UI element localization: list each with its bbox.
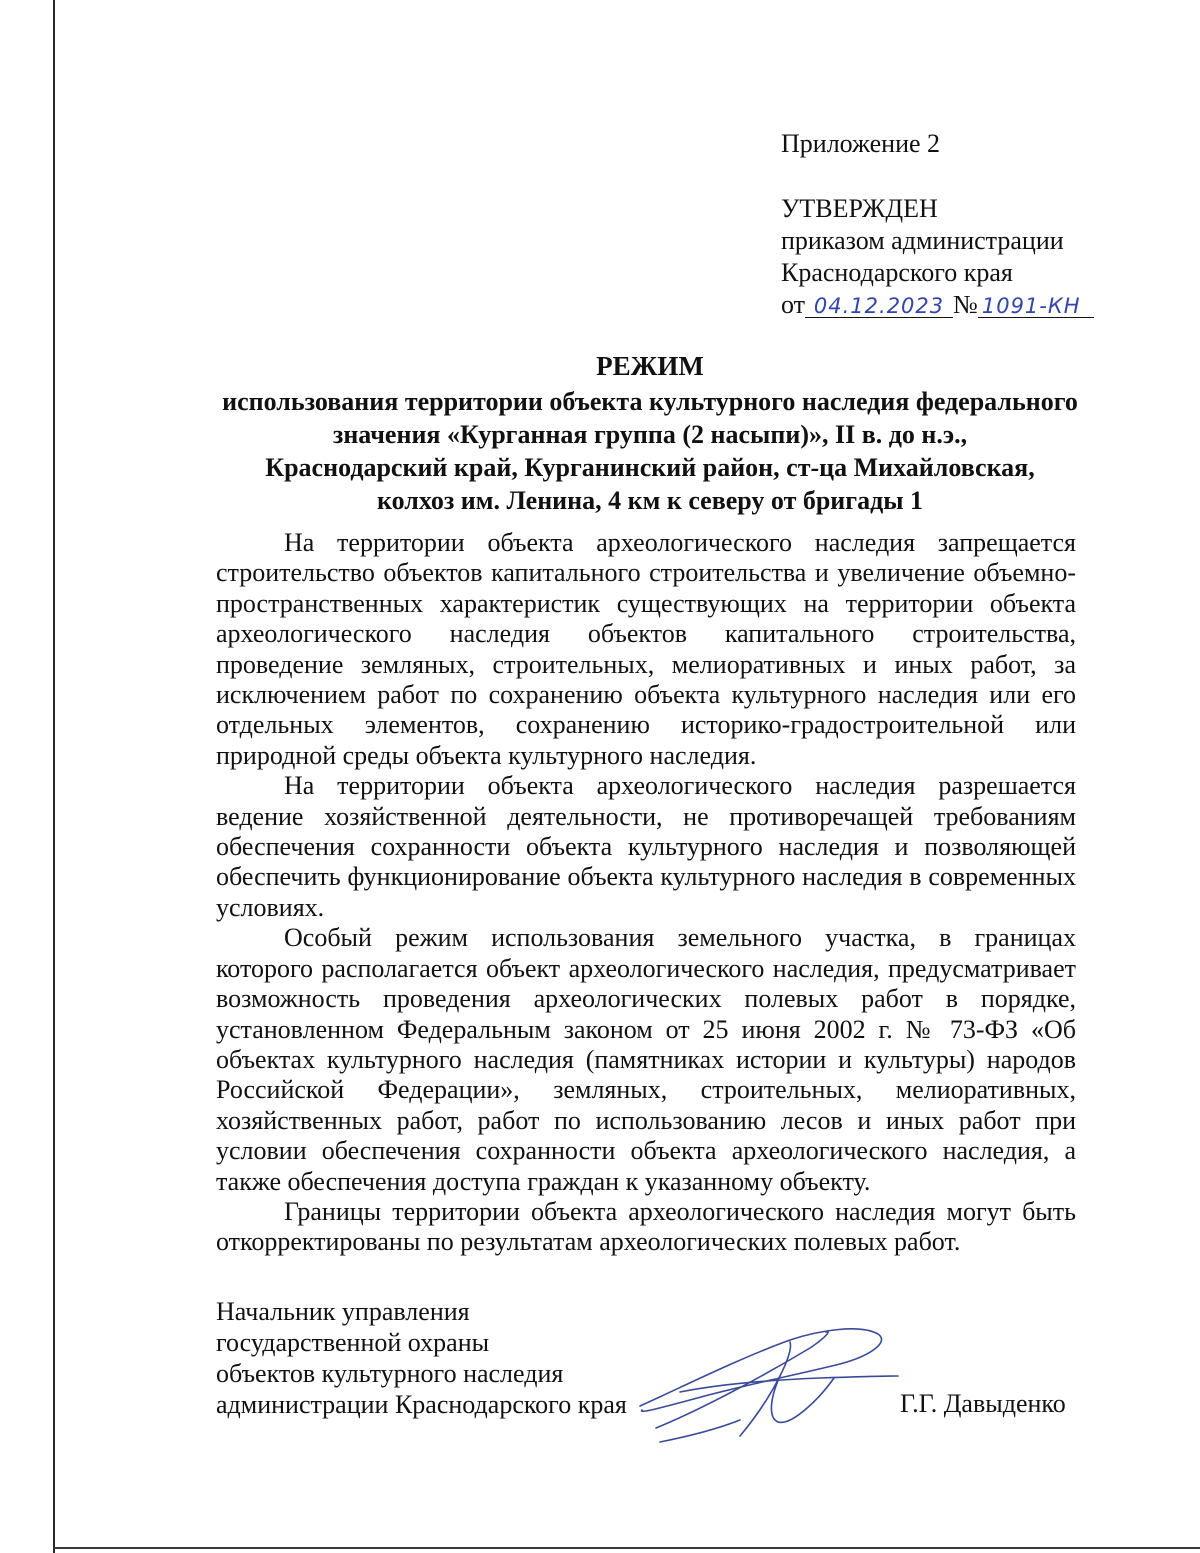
paragraph-special-regime: Особый режим использования земельного участка, в границах которого располагается объект археологического наследия, предусматривает возможность проведения археологических полевых работ в порядке, установленном Федеральным законом от 25 июня 2002 г. № 73-ФЗ «Об объектах культурного наследия (памятниках истории и культуры) народов Российской Федерации», земляных, строительных, мелиоративных, хозяйственных работ, работ по использованию лесов и иных работ при условии обеспечения сохранности объекта археологического наследия, а также обеспечения доступа граждан к указанному объекту. bbox=[216, 923, 1076, 1196]
title-word: РЕЖИМ bbox=[596, 351, 704, 381]
approval-order-line: приказом администрации bbox=[781, 226, 1064, 255]
paragraph-prohibitions: На территории объекта археологического наследия запрещается строительство объектов капитального строительства и увеличение объемно-пространственных характеристик существующих на территории объекта археологического наследия объектов капитального строительства, проведение земляных, строительных, мелиоративных и иных работ, за исключением работ по сохранению объекта культурного наследия или его отдельных элементов, сохранению историко-градостроительной или природной среды объекта культурного наследия. bbox=[216, 528, 1076, 770]
paragraph-permissions: На территории объекта археологического наследия разрешается ведение хозяйственной деятельности, не противоречащей требованиям обеспечения сохранности объекта культурного наследия и позволяющей обеспечить функционирование объекта культурного наследия в современных условиях. bbox=[216, 771, 1076, 922]
approved-label: УТВЕРЖДЕН bbox=[781, 194, 938, 223]
title-line: колхоз им. Ленина, 4 км к северу от бригады 1 bbox=[376, 486, 924, 515]
number-prefix: № bbox=[953, 290, 978, 319]
document-body bbox=[216, 528, 1076, 1258]
handwritten-signature bbox=[620, 1318, 900, 1448]
signer-name: Г.Г. Давыденко bbox=[900, 1389, 1066, 1418]
position-line: Начальник управления bbox=[216, 1297, 470, 1326]
handwritten-number: 1091-КН bbox=[978, 295, 1094, 318]
annex-label: Приложение 2 bbox=[781, 129, 941, 158]
handwritten-date: 04.12.2023 bbox=[805, 295, 953, 318]
title-line: Краснодарский край, Курганинский район, ст-ца Михайловская, bbox=[265, 453, 1035, 482]
document-title bbox=[180, 350, 1120, 517]
paragraph-boundaries: Границы территории объекта археологического наследия могут быть откорректированы по результатам археологических полевых работ. bbox=[216, 1196, 1076, 1257]
approval-region-line: Краснодарского края bbox=[781, 258, 1013, 287]
scan-edge-left bbox=[53, 0, 55, 1553]
date-prefix: от bbox=[781, 290, 806, 319]
position-line: администрации Краснодарского края bbox=[216, 1390, 627, 1419]
scan-edge-bottom bbox=[53, 1547, 1200, 1549]
position-line: государственной охраны bbox=[216, 1328, 490, 1357]
title-line: значения «Курганная группа (2 насыпи)», II в. до н.э., bbox=[332, 420, 968, 449]
approval-date-line bbox=[781, 289, 1141, 321]
position-line: объектов культурного наследия bbox=[216, 1359, 564, 1388]
title-line: использования территории объекта культурного наследия федерального bbox=[222, 387, 1078, 416]
approval-block bbox=[781, 128, 1141, 321]
